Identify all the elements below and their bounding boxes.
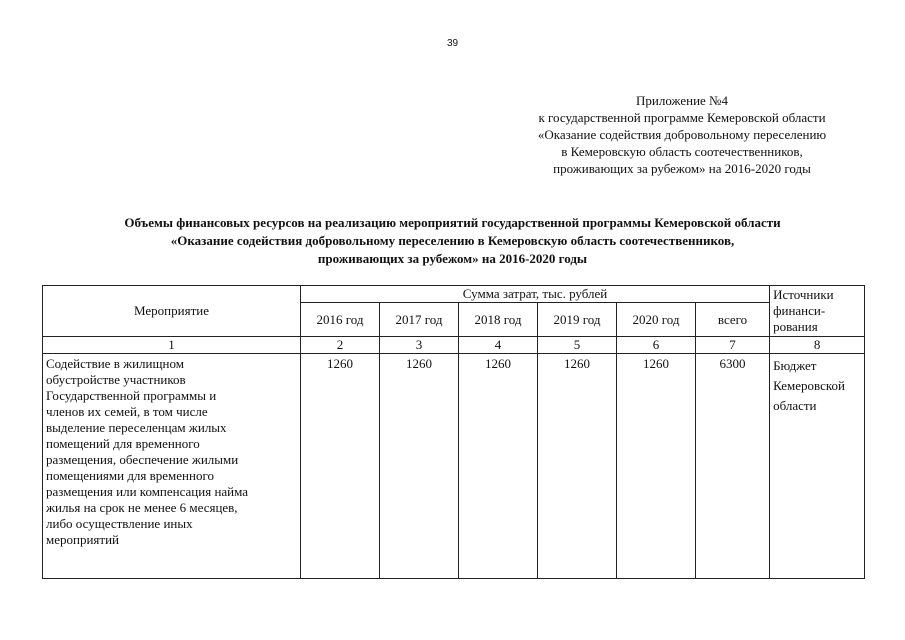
header-year: 2019 год	[538, 303, 617, 337]
value-cell: 1260	[380, 354, 459, 579]
value-cell: 1260	[301, 354, 380, 579]
event-line: мероприятий	[46, 532, 119, 547]
header-source-line: рования	[773, 319, 818, 334]
value-cell: 1260	[617, 354, 696, 579]
event-line: обустройстве участников	[46, 372, 186, 387]
event-line: размещения, обеспечение жилыми	[46, 452, 239, 467]
funding-source	[770, 354, 865, 579]
column-number: 5	[538, 337, 617, 354]
page-number: 39	[446, 38, 459, 49]
column-number: 1	[43, 337, 301, 354]
title-line: Объемы финансовых ресурсов на реализацию мероприятий государственной программы Кемеровской области	[124, 215, 781, 230]
header-sum: Сумма затрат, тыс. рублей	[301, 286, 770, 303]
event-line: либо осуществление иных	[46, 516, 193, 531]
header-total: всего	[696, 303, 770, 337]
column-number: 3	[380, 337, 459, 354]
column-number: 4	[459, 337, 538, 354]
total-cell: 6300	[696, 354, 770, 579]
appendix-header	[500, 92, 864, 177]
appendix-line: «Оказание содействия добровольному переселению	[537, 127, 827, 142]
document-title	[0, 214, 905, 268]
event-line: помещениями для временного	[46, 468, 214, 483]
header-source-line: Источники	[773, 287, 834, 302]
event-line: размещения или компенсация найма	[46, 484, 249, 499]
table-row	[43, 354, 865, 579]
event-line: Государственной программы и	[46, 388, 217, 403]
appendix-line: к государственной программе Кемеровской области	[538, 110, 826, 125]
title-line: «Оказание содействия добровольному переселению в Кемеровскую область соотечественников,	[170, 233, 735, 248]
column-number: 6	[617, 337, 696, 354]
header-year: 2016 год	[301, 303, 380, 337]
source-line: Кемеровской	[773, 378, 845, 393]
header-year: 2020 год	[617, 303, 696, 337]
title-line: проживающих за рубежом» на 2016-2020 годы	[317, 251, 588, 266]
finance-table	[42, 285, 865, 579]
column-number: 7	[696, 337, 770, 354]
source-line: области	[773, 398, 817, 413]
event-line: Содействие в жилищном	[46, 356, 184, 371]
appendix-line: в Кемеровскую область соотечественников,	[561, 144, 803, 159]
column-number: 8	[770, 337, 865, 354]
header-year: 2018 год	[459, 303, 538, 337]
appendix-line: проживающих за рубежом» на 2016-2020 годы	[553, 161, 811, 176]
column-number: 2	[301, 337, 380, 354]
event-description	[43, 354, 301, 579]
value-cell: 1260	[459, 354, 538, 579]
header-year: 2017 год	[380, 303, 459, 337]
header-source	[770, 286, 865, 337]
event-line: помещений для временного	[46, 436, 200, 451]
event-line: жилья на срок не менее 6 месяцев,	[46, 500, 238, 515]
event-line: членов их семей, в том числе	[46, 404, 208, 419]
header-event: Мероприятие	[43, 286, 301, 337]
appendix-line: Приложение №4	[636, 93, 728, 108]
source-line: Бюджет	[773, 358, 817, 373]
header-source-line: финанси-	[773, 303, 826, 318]
event-line: выделение переселенцам жилых	[46, 420, 227, 435]
value-cell: 1260	[538, 354, 617, 579]
